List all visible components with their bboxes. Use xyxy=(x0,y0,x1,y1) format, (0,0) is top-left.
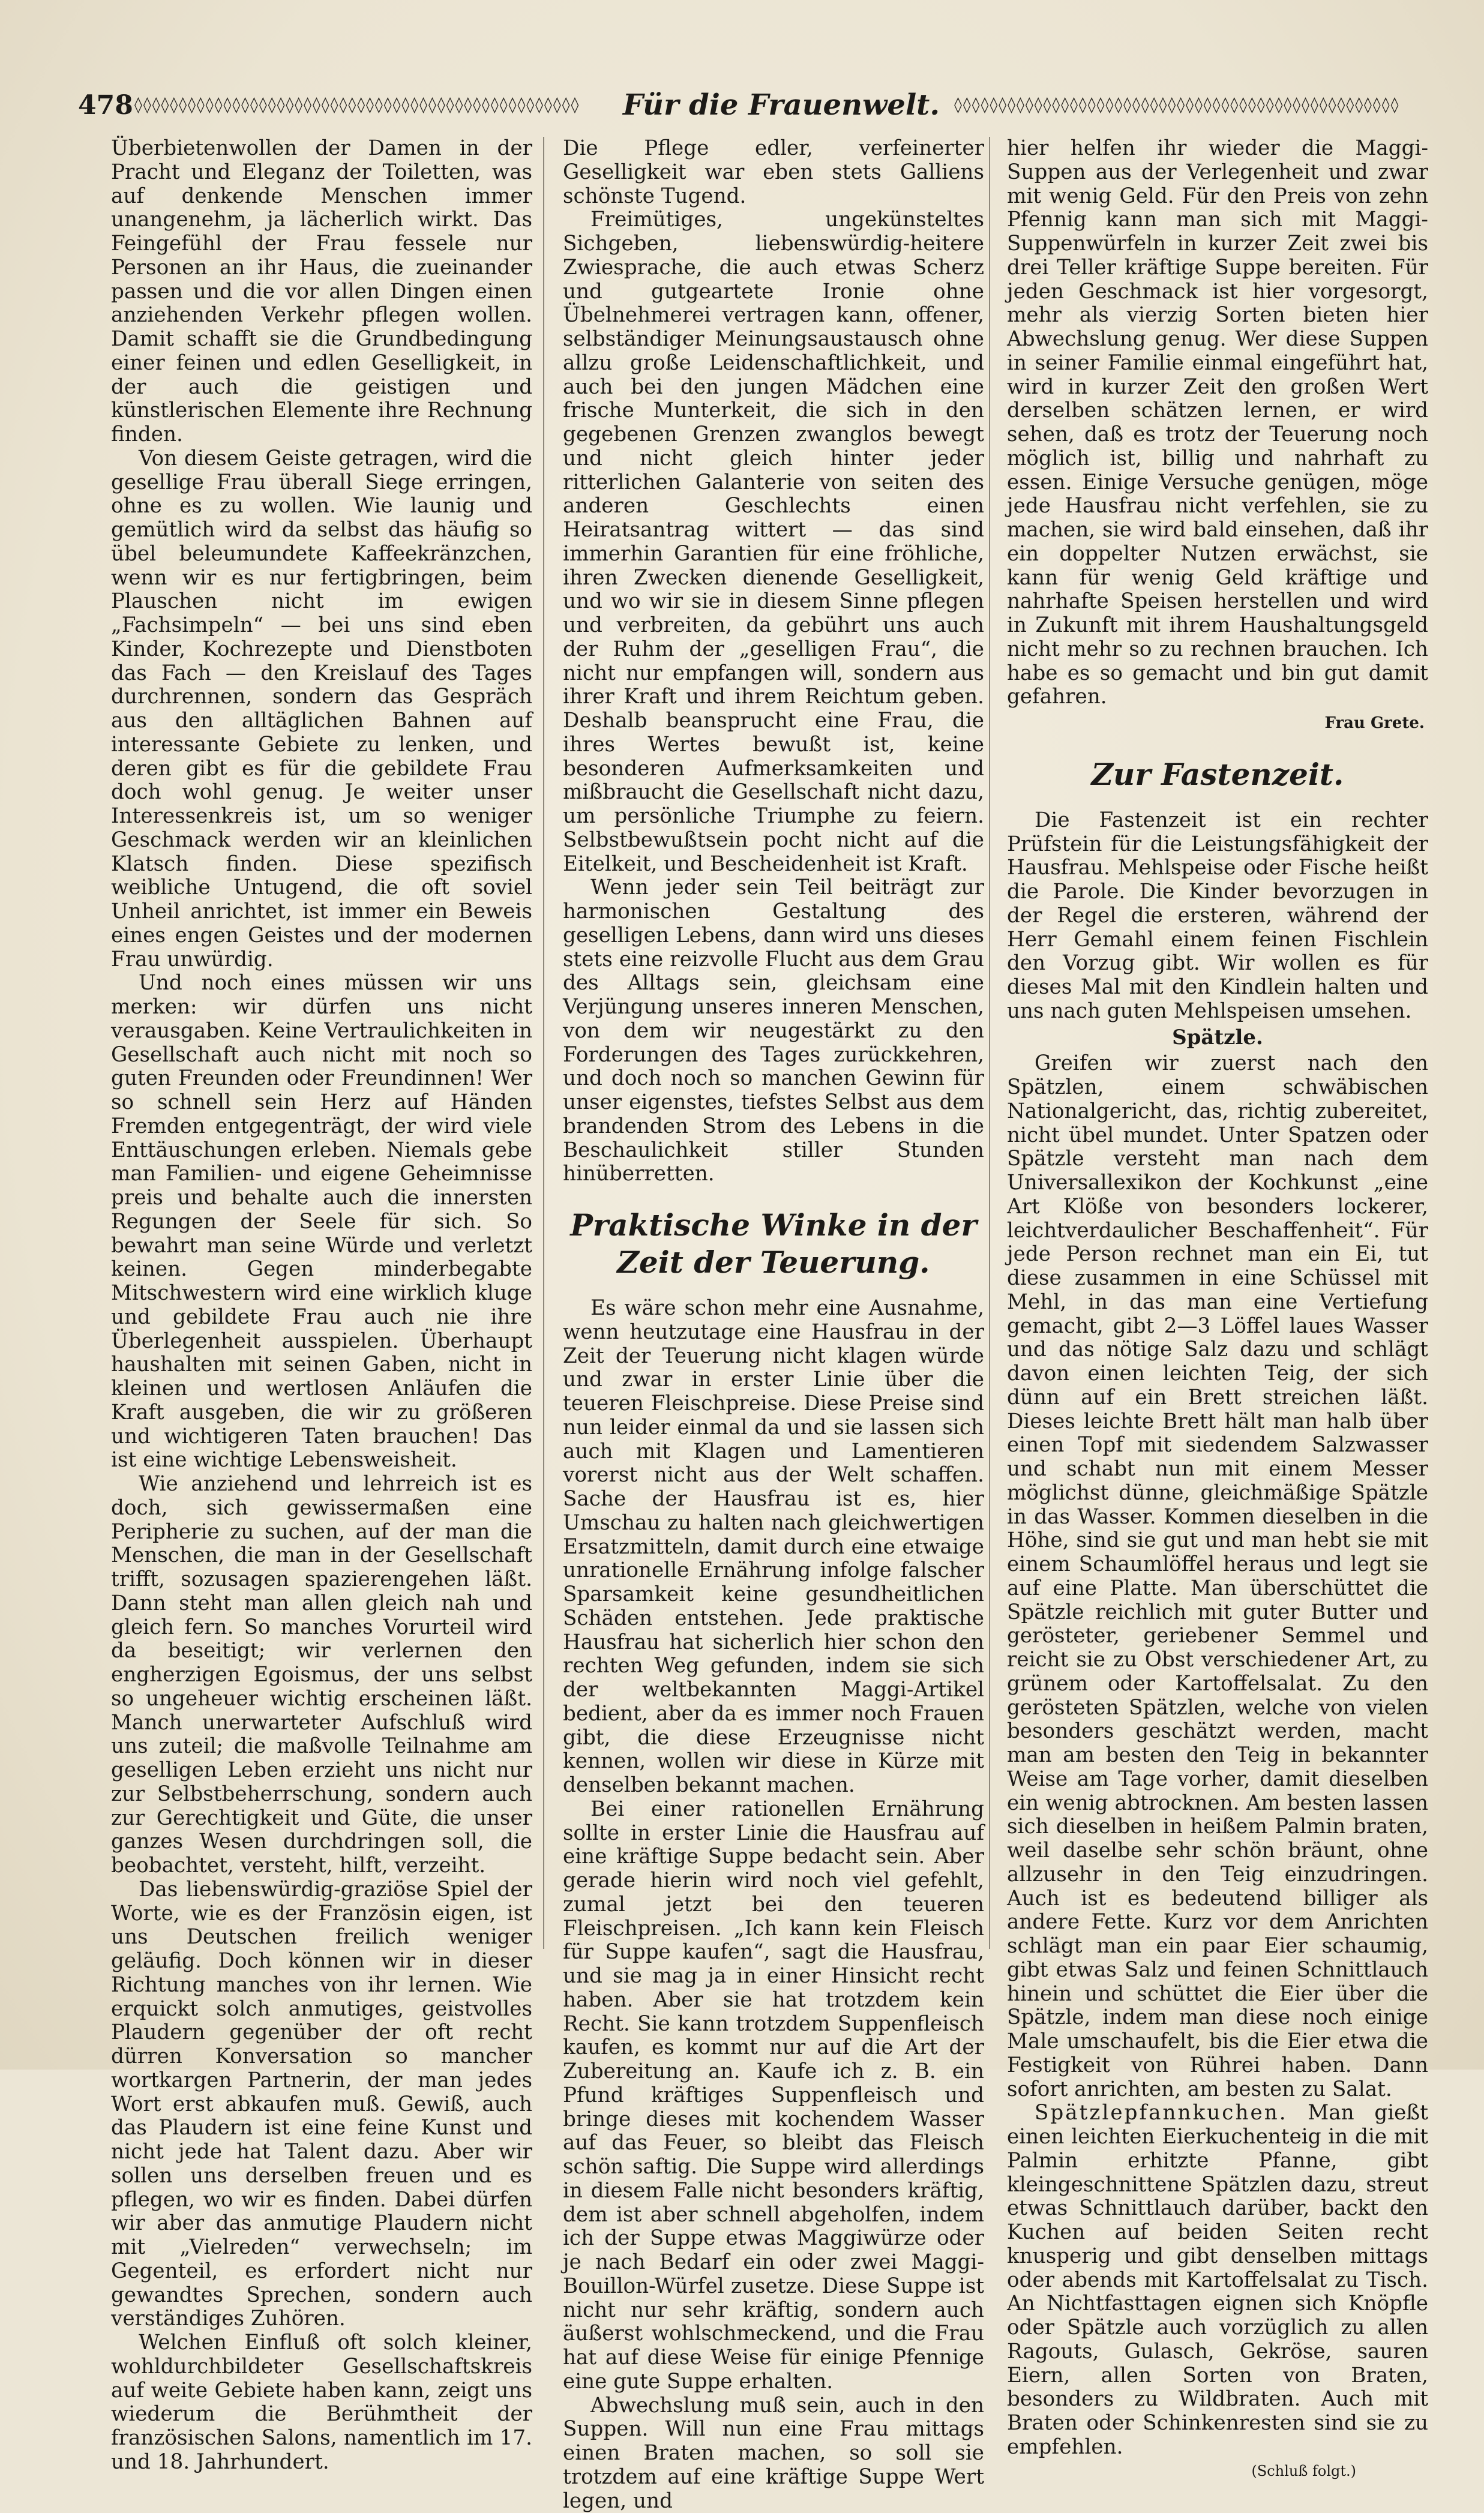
paragraph: Die Pflege edler, verfeinerter Geselligkeit war eben stets Galliens schönste Tugend. xyxy=(563,137,984,208)
paragraph: Das liebenswürdig-graziöse Spiel der Worte, wie es der Französin eigen, ist uns Deutschen freilich weniger geläufig. Doch können wir in dieser Richtung manches von ihr lernen. Wie erquickt solch anmutiges, geistvolles Plaudern gegenüber der oft recht dürren Konversation so mancher wortkargen Partnerin, der man jedes Wort erst abkaufen muß. Gewiß, auch das Plaudern ist eine feine Kunst und nicht jede hat Talent dazu. Aber wir sollen uns derselben freuen und es pflegen, wo wir es finden. Dabei dürfen wir aber das anmutige Plaudern nicht mit „Vielreden“ verwechseln; im Gegenteil, es erfordert nicht nur gewandtes Sprechen, sondern auch verständiges Zuhören. xyxy=(111,1878,532,2331)
paragraph: Von diesem Geiste getragen, wird die gesellige Frau überall Siege erringen, ohne es zu wollen. Wie launig und gemütlich wird da selbst das häufig so übel beleumundete Kaffeekränzchen, wenn wir es nur fertigbringen, beim Plauschen nicht im ewigen „Fachsimpeln“ — bei uns sind eben Kinder, Kochrezepte und Dienstboten das Fach — den Kreislauf des Tages durchrennen, sondern das Gespräch aus den alltäglichen Bahnen auf interessante Gebiete zu lenken, und deren gibt es für die gebildete Frau doch wohl genug. Je weiter unser Interessenkreis ist, um so weniger Geschmack werden wir an kleinlichen Klatsch finden. Diese spezifisch weibliche Untugend, die oft soviel Unheil anrichtet, ist immer ein Beweis eines engen Geistes und der modernen Frau unwürdig. xyxy=(111,447,532,972)
paragraph: Welchen Einfluß oft solch kleiner, wohldurchbildeter Gesellschaftskreis auf weite Gebiete haben kann, zeigt uns wiederum die Berühmtheit der französischen Salons, namentlich im 17. und 18. Jahrhundert. xyxy=(111,2331,532,2475)
column-1 xyxy=(111,137,532,1991)
paragraph: Freimütiges, ungekünsteltes Sichgeben, liebenswürdig-heitere Zwiesprache, die auch etwas Scherz und gutgeartete Ironie ohne Übelnehmerei vertragen kann, offener, selbständiger Meinungsaustausch ohne allzu große Leidenschaftlichkeit, und auch bei den jungen Mädchen eine frische Munterkeit, die sich in den gegebenen Grenzen zwanglos bewegt und nicht gleich hinter jeder ritterlichen Galanterie von seiten des anderen Geschlechts einen Heiratsantrag wittert — das sind immerhin Garantien für eine fröhliche, ihren Zwecken dienende Geselligkeit, und wo wir sie in diesem Sinne pflegen und verbreiten, da gebührt uns auch der Ruhm der „geselligen Frau“, die nicht nur empfangen will, sondern aus ihrer Kraft und ihrem Reichtum geben. Deshalb beansprucht eine Frau, die ihres Wertes bewußt ist, keine besonderen Aufmerksamkeiten und mißbraucht die Gesellschaft nicht dazu, um persönliche Triumphe zu feiern. Selbstbewußtsein pocht nicht auf die Eitelkeit, und Bescheidenheit ist Kraft. xyxy=(563,208,984,876)
article-heading: Zur Fastenzeit. xyxy=(1007,756,1428,793)
ornament-border-right: ◊◊◊◊◊◊◊◊◊◊◊◊◊◊◊◊◊◊◊◊◊◊◊◊◊◊◊◊◊◊◊◊◊◊◊◊◊◊◊◊◊◊◊◊◊◊◊◊◊◊ xyxy=(954,97,1428,113)
paragraph: Überbietenwollen der Damen in der Pracht und Eleganz der Toiletten, was auf denkende Menschen immer unangenehm, ja lächerlich wirkt. Das Feingefühl der Frau fessele nur Personen an ihr Haus, die zueinander passen und die vor allen Dingen einen anziehenden Verkehr pflegen wollen. Damit schafft sie die Grundbedingung einer feinen und edlen Geselligkeit, in der auch die geistigen und künstlerischen Elemente ihre Rechnung finden. xyxy=(111,137,532,447)
recipe-lead: Spätzlepfannkuchen. xyxy=(1035,2101,1288,2125)
paragraph: Wie anziehend und lehrreich ist es doch, sich gewissermaßen eine Peripherie zu suchen, auf der man die Menschen, die man in der Gesellschaft trifft, sozusagen spazierengehen läßt. Dann steht man allen gleich nah und gleich fern. So manches Vorurteil wird da beseitigt; wir verlernen den engherzigen Egoismus, der uns selbst so ungeheuer wichtig erscheinen läßt. Manch unerwarteter Aufschluß wird uns zuteil; die maßvolle Teilnahme am geselligen Leben erzieht uns nicht nur zur Selbstbeherrschung, sondern auch zur Gerechtigkeit und Güte, die unser ganzes Wesen durchdringen soll, die beobachtet, versteht, hilft, verzeiht. xyxy=(111,1473,532,1878)
continued-note: (Schluß folgt.) xyxy=(1007,2460,1356,2484)
column-3 xyxy=(1007,137,1428,1991)
recipe-text: Man gießt einen leichten Eierkuchenteig in die mit Palmin erhitzte Pfanne, gibt kleingeschnittene Spätzlen dazu, streut etwas Schnittlauch darüber, backt den Kuchen auf beiden Seiten recht knusperig und gibt denselben mittags oder abends mit Kartoffelsalat zu Tisch. An Nichtfasttagen eignen sich Knöpfle oder Spätzle auch vorzüglich zu allen Ragouts, Gulasch, Gekröse, sauren Eiern, allen Sorten von Braten, besonders zu Wildbraten. Auch mit Braten oder Schinkenresten sind sie zu empfehlen. xyxy=(1007,2101,1428,2459)
column-divider xyxy=(989,137,990,1949)
recipe-heading: Spätzle. xyxy=(1007,1026,1428,1050)
page-header xyxy=(78,84,1428,126)
paragraph: Bei einer rationellen Ernährung sollte in erster Linie die Hausfrau auf eine kräftige Suppe bedacht sein. Aber gerade hierin wird noch viel gefehlt, zumal jetzt bei den teueren Fleischpreisen. „Ich kann kein Fleisch für Suppe kaufen“, sagt die Hausfrau, und sie mag ja in einer Hinsicht recht haben. Aber sie hat trotzdem kein Recht. Sie kann trotzdem Suppenfleisch kaufen, es kommt nur auf die Art der Zubereitung an. Kaufe ich z. B. ein Pfund kräftiges Suppenfleisch und bringe dieses mit kochendem Wasser auf das Feuer, so bleibt das Fleisch schön saftig. Die Suppe wird allerdings in diesem Falle nicht besonders kräftig, dem ist aber schnell abgeholfen, indem ich der Suppe etwas Maggiwürze oder je nach Bedarf ein oder zwei Maggi-Bouillon-Würfel zusetze. Diese Suppe ist nicht nur sehr kräftig, sondern auch äußerst wohlschmeckend, und die Frau hat auf diese Weise für einige Pfennige eine gute Suppe erhalten. xyxy=(563,1798,984,2394)
paragraph: Die Fastenzeit ist ein rechter Prüfstein für die Leistungsfähigkeit der Hausfrau. Mehlspeise oder Fische heißt die Parole. Die Kinder bevorzugen in der Regel die ersteren, während der Herr Gemahl einem feinen Fischlein den Vorzug gibt. Wir wollen es für dieses Mal mit den Kindlein halten und uns nach guten Mehlspeisen umsehen. xyxy=(1007,809,1428,1024)
paragraph: Es wäre schon mehr eine Ausnahme, wenn heutzutage eine Hausfrau in der Zeit der Teuerung nicht klagen würde und zwar in erster Linie über die teueren Fleischpreise. Diese Preise sind nun leider einmal da und sie lassen sich auch mit Klagen und Lamentieren vorerst nicht aus der Welt schaffen. Sache der Hausfrau ist es, hier Umschau zu halten nach gleichwertigen Ersatzmitteln, damit durch eine etwaige unrationelle Ernährung infolge falscher Sparsamkeit keine gesundheitlichen Schäden entstehen. Jede praktische Hausfrau hat sicherlich hier schon den rechten Weg gefunden, indem sie sich der weltbekannten Maggi-Artikel bedient, aber da es immer noch Frauen gibt, die diese Erzeugnisse nicht kennen, wollen wir diese in Kürze mit denselben bekannt machen. xyxy=(563,1297,984,1798)
paragraph: Und noch eines müssen wir uns merken: wir dürfen uns nicht verausgaben. Keine Vertraulichkeiten in Gesellschaft auch nicht mit noch so guten Freunden oder Freundinnen! Wer so schnell sein Herz auf Händen Fremden entgegenträgt, der wird viele Enttäuschungen erleben. Niemals gebe man Familien- und eigene Geheimnisse preis und behalte auch die innersten Regungen der Seele für sich. So bewahrt man seine Würde und verletzt keinen. Gegen minderbegabte Mitschwestern wird eine wirklich kluge und gebildete Frau auch nie ihre Überlegenheit ausspielen. Überhaupt haushalten mit seinen Gaben, nicht in kleinen und wertlosen Anläufen die Kraft ausgeben, die wir zu größeren und wichtigeren Taten brauchen! Das ist eine wichtige Lebensweisheit. xyxy=(111,971,532,1473)
ornament-border-left: ◊◊◊◊◊◊◊◊◊◊◊◊◊◊◊◊◊◊◊◊◊◊◊◊◊◊◊◊◊◊◊◊◊◊◊◊◊◊◊◊◊◊◊◊◊◊◊◊◊◊ xyxy=(134,97,608,113)
author-signature: Frau Grete. xyxy=(1007,712,1425,736)
publication-title: Für die Frauenwelt. xyxy=(623,88,940,122)
column-divider xyxy=(543,137,544,1949)
page-number: 478 xyxy=(78,90,126,121)
column-2 xyxy=(563,137,984,1991)
paragraph: Abwechslung muß sein, auch in den Suppen. Will nun eine Frau mittags einen Braten machen, so soll sie trotzdem auf eine kräftige Suppe Wert legen, und xyxy=(563,2394,984,2513)
paragraph: hier helfen ihr wieder die Maggi-Suppen aus der Verlegenheit und zwar mit wenig Geld. Für den Preis von zehn Pfennig kann man sich mit Maggi-Suppenwürfeln in kurzer Zeit zwei bis drei Teller kräftige Suppe bereiten. Für jeden Geschmack ist hier vorgesorgt, mehr als vierzig Sorten bieten hier Abwechslung genug. Wer diese Suppen in seiner Familie einmal eingeführt hat, wird in kurzer Zeit den großen Wert derselben schätzen lernen, er wird sehen, daß es trotz der Teuerung noch möglich ist, billig und nahrhaft zu essen. Einige Versuche genügen, möge jede Hausfrau nicht verfehlen, sie zu machen, sie wird bald einsehen, daß ihr ein doppelter Nutzen erwächst, sie kann für wenig Geld kräftige und nahrhafte Speisen herstellen und wird in Zukunft mit ihrem Haushaltungsgeld nicht mehr so zu rechnen brauchen. Ich habe es so gemacht und bin gut damit gefahren. xyxy=(1007,137,1428,709)
article-heading: Praktische Winke in der Zeit der Teuerung. xyxy=(563,1207,984,1281)
paragraph xyxy=(1007,2101,1428,2459)
paragraph: Greifen wir zuerst nach den Spätzlen, einem schwäbischen Nationalgericht, das, richtig zubereitet, nicht übel mundet. Unter Spatzen oder Spätzle versteht man nach dem Universallexikon der Kochkunst „eine Art Klöße von besonders lockerer, leichtverdaulicher Beschaffenheit“. Für jede Person rechnet man ein Ei, tut diese zusammen in eine Schüssel mit Mehl, in das man eine Vertiefung gemacht, gibt 2—3 Löffel laues Wasser und das nötige Salz dazu und schlägt davon einen leichten Teig, der sich dünn auf ein Brett streichen läßt. Dieses leichte Brett hält man halb über einen Topf mit siedendem Salzwasser und schabt nun mit einem Messer möglichst dünne, gleichmäßige Spätzle in das Wasser. Kommen dieselben in die Höhe, sind sie gut und man hebt sie mit einem Schaumlöffel heraus und legt sie auf eine Platte. Man überschüttet die Spätzle reichlich mit guter Butter und gerösteter, geriebener Semmel und reicht sie zu Obst verschiedener Art, zu grünem oder Kartoffelsalat. Zu den gerösteten Spätzlen, welche von vielen besonders geschätzt werden, macht man am besten den Teig in bekannter Weise am Tage vorher, damit dieselben ein wenig abtrocknen. Am besten lassen sich dieselben in heißem Palmin braten, weil daselbe sehr schön bräunt, ohne allzusehr in den Teig einzudringen. Auch ist es bedeutend billiger als andere Fette. Kurz vor dem Anrichten schlägt man ein paar Eier schaumig, gibt etwas Salz und feinen Schnittlauch hinein und schüttet die Eier über die Spätzle, indem man diese noch einige Male umschaufelt, bis die Eier etwa die Festigkeit von Rührei haben. Dann sofort anrichten, am besten zu Salat. xyxy=(1007,1052,1428,2101)
paragraph: Wenn jeder sein Teil beiträgt zur harmonischen Gestaltung des geselligen Lebens, dann wird uns dieses stets eine reizvolle Flucht aus dem Grau des Alltags sein, gleichsam eine Verjüngung unseres inneren Menschen, von dem wir neugestärkt zu den Forderungen des Tages zurückkehren, und doch noch so manchen Gewinn für unser eigenstes, tiefstes Selbst aus dem brandenden Strom des Lebens in die Beschaulichkeit stiller Stunden hinüberretten. xyxy=(563,876,984,1186)
